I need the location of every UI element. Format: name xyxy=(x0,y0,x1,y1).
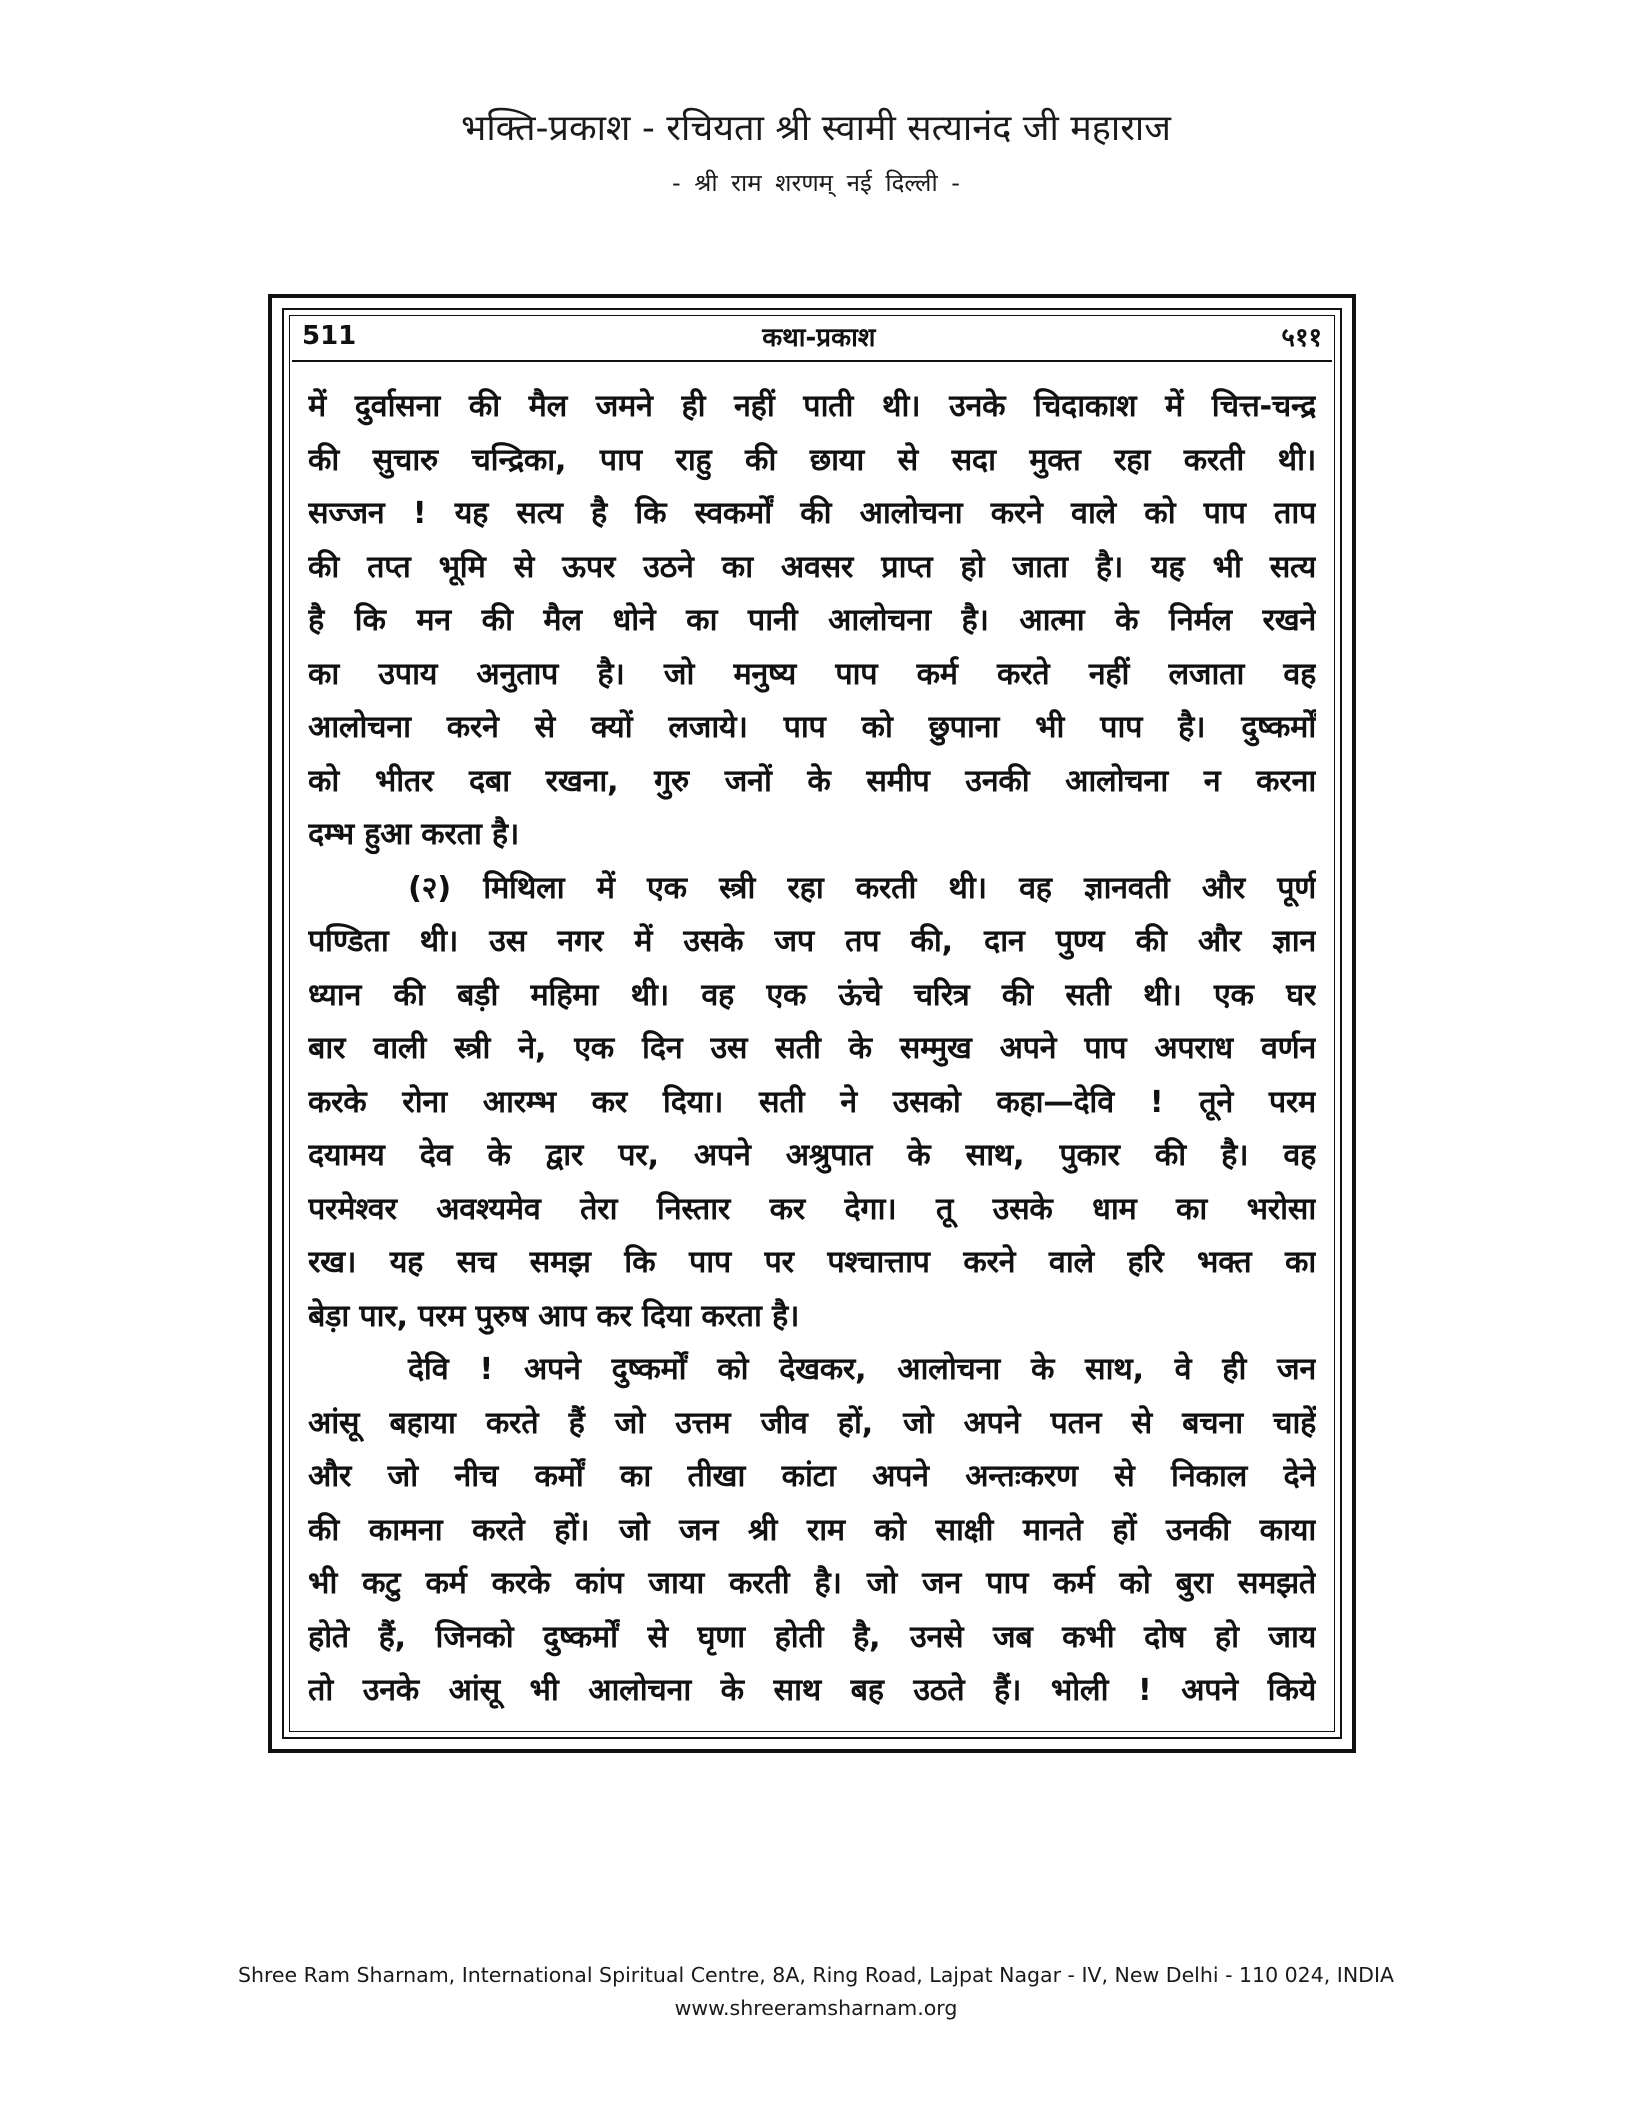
document-header-subtitle: - श्री राम शरणम् नई दिल्ली - xyxy=(672,169,960,197)
running-header xyxy=(302,316,1322,356)
text-line: बार वाली स्त्री ने, एक दिन उस सती के सम्मुख अपने पाप अपराध वर्णन xyxy=(308,1031,1316,1066)
footer-website: www.shreeramsharnam.org xyxy=(674,1996,958,2020)
text-line: ध्यान की बड़ी महिमा थी। वह एक ऊंचे चरित्र की सती थी। एक घर xyxy=(308,977,1316,1013)
text-line: होते हैं, जिनको दुष्कर्मों से घृणा होती है, उनसे जब कभी दोष हो जाय xyxy=(308,1619,1316,1655)
text-line: बेड़ा पार, परम पुरुष आप कर दिया करता है। xyxy=(308,1298,800,1334)
text-line: का उपाय अनुताप है। जो मनुष्य पाप कर्म करते नहीं लजाता वह xyxy=(308,656,1316,692)
page-number-arabic: 511 xyxy=(302,321,357,351)
header-divider xyxy=(292,360,1332,362)
body-text xyxy=(308,380,1316,1718)
text-line: और जो नीच कर्मों का तीखा कांटा अपने अन्तःकरण से निकाल देने xyxy=(308,1459,1316,1494)
text-line: आलोचना करने से क्यों लजाये। पाप को छुपाना भी पाप है। दुष्कर्मों xyxy=(308,710,1316,745)
text-line: दम्भ हुआ करता है। xyxy=(308,817,520,852)
text-line: है कि मन की मैल धोने का पानी आलोचना है। आत्मा के निर्मल रखने xyxy=(308,603,1316,638)
text-line: दयामय देव के द्वार पर, अपने अश्रुपात के साथ, पुकार की है। वह xyxy=(308,1138,1316,1173)
page-number-devanagari: ५११ xyxy=(1281,323,1322,353)
text-line: (२) मिथिला में एक स्त्री रहा करती थी। वह ज्ञानवती और पूर्ण xyxy=(408,870,1316,906)
text-line: आंसू बहाया करते हैं जो उत्तम जीव हों, जो अपने पतन से बचना चाहें xyxy=(308,1405,1316,1441)
text-line: करके रोना आरम्भ कर दिया। सती ने उसको कहा—देवि ! तूने परम xyxy=(308,1084,1316,1120)
text-line: भी कटु कर्म करके कांप जाया करती है। जो जन पाप कर्म को बुरा समझते xyxy=(308,1566,1316,1601)
text-line: की कामना करते हों। जो जन श्री राम को साक्षी मानते हों उनकी काया xyxy=(308,1512,1316,1548)
text-line: तो उनके आंसू भी आलोचना के साथ बह उठते हैं। भोली ! अपने किये xyxy=(308,1673,1316,1708)
text-line: की तप्त भूमि से ऊपर उठने का अवसर प्राप्त हो जाता है। यह भी सत्य xyxy=(308,549,1316,585)
text-line: में दुर्वासना की मैल जमने ही नहीं पाती थी। उनके चिदाकाश में चित्त-चन्द्र xyxy=(308,389,1316,424)
text-line: पण्डिता थी। उस नगर में उसके जप तप की, दान पुण्य की और ज्ञान xyxy=(308,924,1316,959)
text-line: परमेश्वर अवश्यमेव तेरा निस्तार कर देगा। तू उसके धाम का भरोसा xyxy=(308,1191,1316,1227)
text-line: को भीतर दबा रखना, गुरु जनों के समीप उनकी आलोचना न करना xyxy=(308,763,1316,799)
running-title: कथा-प्रकाश xyxy=(762,323,876,353)
document-header-title: भक्ति-प्रकाश - रचियता श्री स्वामी सत्यानंद जी महाराज xyxy=(461,108,1171,149)
text-line: रख। यह सच समझ कि पाप पर पश्चात्ताप करने वाले हरि भक्त का xyxy=(308,1245,1316,1280)
text-line: देवि ! अपने दुष्कर्मों को देखकर, आलोचना के साथ, वे ही जन xyxy=(408,1352,1316,1387)
text-line: की सुचारु चन्द्रिका, पाप राहु की छाया से सदा मुक्त रहा करती थी। xyxy=(308,442,1316,478)
footer-address: Shree Ram Sharnam, International Spiritual Centre, 8A, Ring Road, Lajpat Nagar - IV, New Delhi - 110 024, INDIA xyxy=(237,1963,1395,1987)
text-line: सज्जन ! यह सत्य है कि स्वकर्मों की आलोचना करने वाले को पाप ताप xyxy=(308,496,1316,531)
page-frame xyxy=(268,294,1356,1753)
